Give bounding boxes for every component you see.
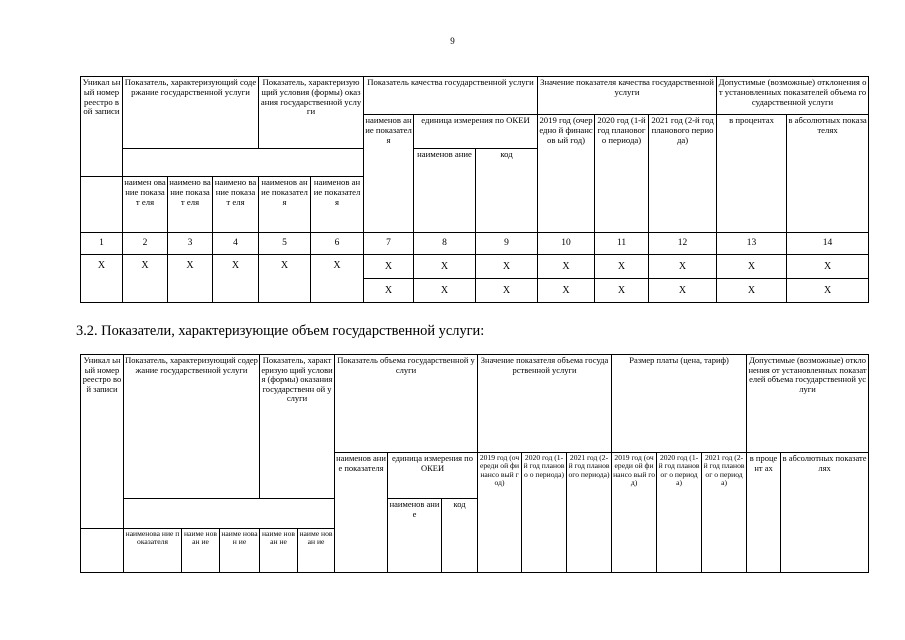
table-cell: X [538,279,595,303]
header-sub-indicator-name: наиме нован ие [220,529,260,573]
table-cell: X [259,255,311,303]
header-unique-number: Уникал ьный номер реестро вой записи [81,77,123,177]
header-year-2020: 2020 год (1-й год планового периода) [595,115,649,233]
header-indicator-content: Показатель, характеризующий содержание государственной услуги [124,355,260,499]
header-fee-2019: 2019 год (очереди ой финансо вый год) [612,453,657,573]
table-cell: X [168,255,213,303]
header-sub-indicator-name: наимен ование показат еля [123,177,168,233]
header-blank-left [81,177,123,233]
header-deviation-absolute: в абсолютных показателях [781,453,869,573]
table-cell: X [787,255,869,279]
table-cell: X [213,255,259,303]
header-sub-indicator-name: наименов ание показателя [311,177,364,233]
header-unit-code: код [442,499,478,573]
header-year-2021: 2021 год (2-й год планового периода) [649,115,717,233]
table-cell: X [538,255,595,279]
header-volume-indicator: Показатель объема государственной услуги [335,355,478,453]
header-volume-2021: 2021 год (2-й год планового периода) [567,453,612,573]
header-sub-indicator-name: наиме нован ие [298,529,335,573]
column-number: 12 [649,233,717,255]
header-unit: единица измерения по ОКЕИ [414,115,538,149]
header-indicator-name: наименов ание показателя [364,115,414,233]
header-blank [123,149,364,177]
header-unit-name: наименов ание [388,499,442,573]
column-number: 9 [476,233,538,255]
table-cell: X [476,279,538,303]
column-number: 5 [259,233,311,255]
header-sub-indicator-name: наиме нован не [260,529,298,573]
column-number: 14 [787,233,869,255]
table-cell: X [311,255,364,303]
table-cell: X [717,255,787,279]
page-number: 9 [450,36,455,46]
table-cell: X [717,279,787,303]
header-sub-indicator-name: наименова ние показателя [124,529,182,573]
header-deviation-absolute: в абсолютных показателях [787,115,869,233]
column-number: 13 [717,233,787,255]
column-number: 3 [168,233,213,255]
header-blank [124,499,335,529]
column-number: 11 [595,233,649,255]
header-deviation-percent: в процент ах [747,453,781,573]
header-fee-2020: 2020 год (1-й год плановог о периода) [657,453,702,573]
table-cell: X [649,279,717,303]
header-sub-indicator-name: наимено вание показат еля [168,177,213,233]
table-cell: X [364,255,414,279]
column-number: 8 [414,233,476,255]
header-quality-indicator: Показатель качества государственной услуги [364,77,538,115]
header-indicator-conditions: Показатель, характеризую щий условия (формы) оказания государственн ой услуги [260,355,335,499]
column-number: 10 [538,233,595,255]
header-deviation-percent: в процентах [717,115,787,233]
column-number: 7 [364,233,414,255]
header-sub-indicator-name: наимено вание показат еля [213,177,259,233]
table-cell: X [414,255,476,279]
header-indicator-content: Показатель, характеризующий содержание государственной услуги [123,77,259,149]
table-cell: X [414,279,476,303]
header-indicator-conditions: Показатель, характеризующий условия (формы) оказания государственной услуги [259,77,364,149]
header-unit-name: наименов ание [414,149,476,233]
header-volume-values: Значение показателя объема государственной услуги [478,355,612,453]
header-deviations: Допустимые (возможные) отклонения от установленных показателей объема государственной услуги [747,355,869,453]
header-deviations: Допустимые (возможные) отклонения от установленных показателей объема государственной услуги [717,77,869,115]
section-title: 3.2. Показатели, характеризующие объем государственной услуги: [76,323,485,339]
table-cell: X [595,255,649,279]
quality-indicators-table [80,76,869,303]
table-cell: X [787,279,869,303]
header-volume-2020: 2020 год (1-й год планово о периода) [522,453,567,573]
header-fee-2021: 2021 год (2-й год плановог о периода) [702,453,747,573]
table-cell: X [81,255,123,303]
header-sub-indicator-name: наиме нован ие [182,529,220,573]
column-number: 1 [81,233,123,255]
table-cell: X [649,255,717,279]
header-unique-number: Уникал ьный номер реестро вой записи [81,355,124,529]
header-sub-indicator-name: наименов ание показателя [259,177,311,233]
table-cell: X [364,279,414,303]
header-year-2019: 2019 год (очередно й финансов ый год) [538,115,595,233]
table-cell: X [123,255,168,303]
table-cell: X [595,279,649,303]
table-row [81,255,869,279]
header-quality-values: Значение показателя качества государственной услуги [538,77,717,115]
column-number: 2 [123,233,168,255]
header-unit: единица измерения по ОКЕИ [388,453,478,499]
header-volume-2019: 2019 год (очереди ой финансо вый год) [478,453,522,573]
header-blank-left [81,529,124,573]
volume-indicators-table [80,354,869,573]
column-number: 6 [311,233,364,255]
header-fee: Размер платы (цена, тариф) [612,355,747,453]
header-unit-code: код [476,149,538,233]
table-cell: X [476,255,538,279]
column-number: 4 [213,233,259,255]
header-indicator-name: наименов ание показателя [335,453,388,573]
